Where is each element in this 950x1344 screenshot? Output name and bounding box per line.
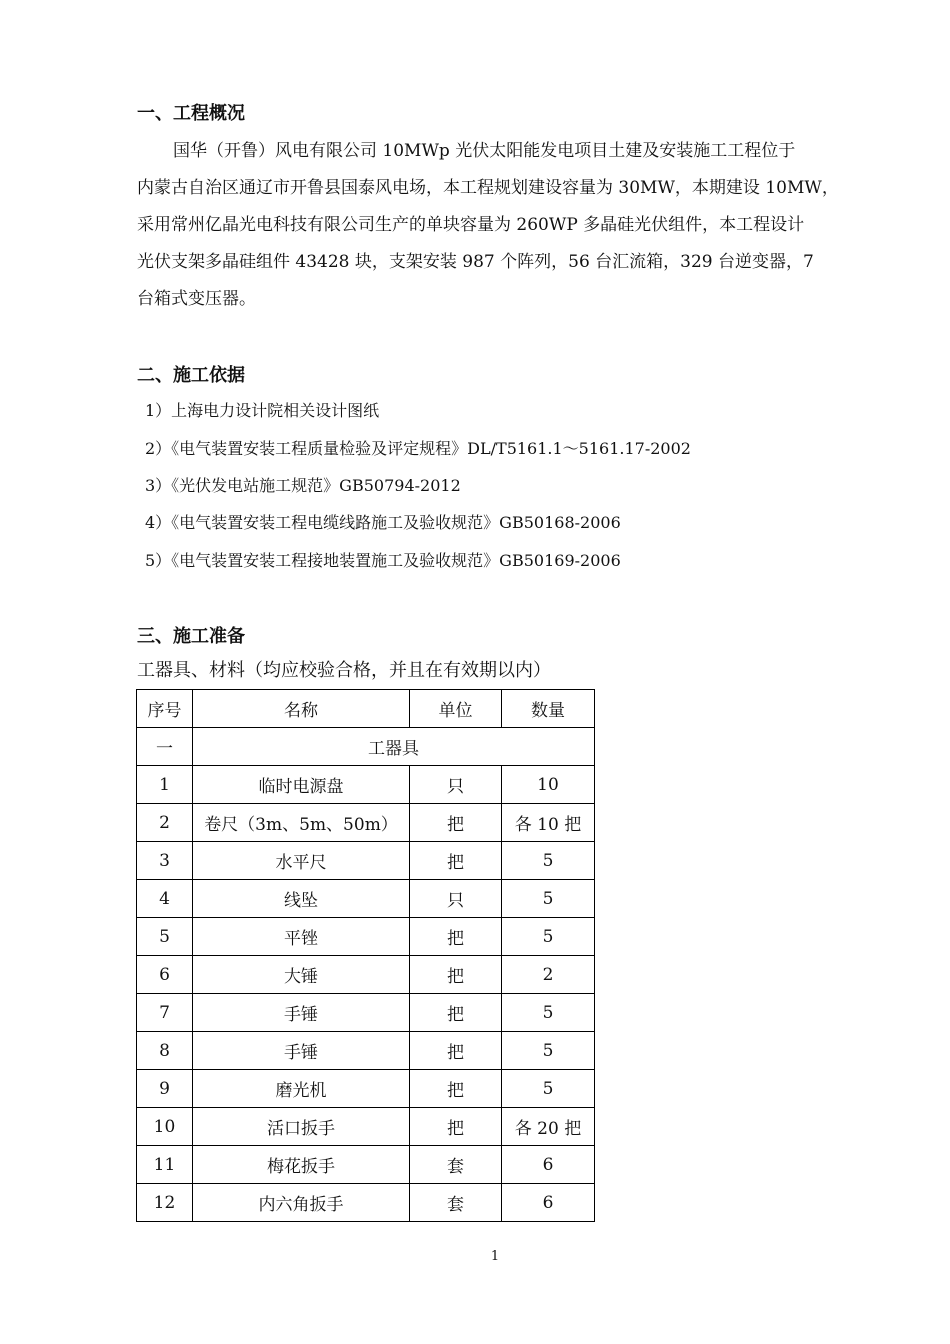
cell-unit: 把 bbox=[410, 956, 502, 994]
basis-item: 4）《电气装置安装工程电缆线路施工及验收规范》GB50168-2006 bbox=[145, 513, 621, 532]
cell-name: 线坠 bbox=[193, 880, 410, 918]
cell-unit: 套 bbox=[410, 1146, 502, 1184]
paragraph-line: 台箱式变压器。 bbox=[137, 289, 256, 309]
cell-quantity: 5 bbox=[502, 918, 595, 956]
cell-quantity: 5 bbox=[502, 842, 595, 880]
cell-name: 水平尺 bbox=[193, 842, 410, 880]
table-row bbox=[137, 1070, 595, 1108]
cell-unit: 把 bbox=[410, 1108, 502, 1146]
table-row bbox=[137, 842, 595, 880]
cell-quantity: 5 bbox=[502, 994, 595, 1032]
paragraph-line: 国华（开鲁）风电有限公司 10MWp 光伏太阳能发电项目土建及安装施工工程位于 bbox=[173, 141, 796, 161]
table-row bbox=[137, 994, 595, 1032]
table-row bbox=[137, 918, 595, 956]
cell-name: 大锤 bbox=[193, 956, 410, 994]
table-row bbox=[137, 1184, 595, 1222]
header-quantity: 数量 bbox=[502, 690, 595, 728]
cell-unit: 把 bbox=[410, 804, 502, 842]
cell-name: 平锉 bbox=[193, 918, 410, 956]
cell-name: 手锤 bbox=[193, 994, 410, 1032]
header-no: 序号 bbox=[137, 690, 193, 728]
cell-no: 7 bbox=[137, 994, 193, 1032]
cell-quantity: 各 10 把 bbox=[502, 804, 595, 842]
table-row bbox=[137, 1032, 595, 1070]
cell-quantity: 各 20 把 bbox=[502, 1108, 595, 1146]
cell-unit: 把 bbox=[410, 918, 502, 956]
section-heading-basis: 二、施工依据 bbox=[137, 365, 245, 386]
group-label: 工器具 bbox=[193, 728, 595, 766]
cell-no: 8 bbox=[137, 1032, 193, 1070]
basis-item: 1）上海电力设计院相关设计图纸 bbox=[145, 401, 380, 420]
paragraph-line: 光伏支架多晶硅组件 43428 块，支架安装 987 个阵列，56 台汇流箱，329 台逆变器，7 bbox=[137, 252, 814, 272]
table-header-row bbox=[137, 690, 595, 728]
table-row bbox=[137, 956, 595, 994]
paragraph-line: 内蒙古自治区通辽市开鲁县国泰风电场，本工程规划建设容量为 30MW，本期建设 10MW， bbox=[137, 178, 839, 198]
cell-quantity: 5 bbox=[502, 1032, 595, 1070]
cell-unit: 把 bbox=[410, 1032, 502, 1070]
cell-name: 磨光机 bbox=[193, 1070, 410, 1108]
table-row bbox=[137, 880, 595, 918]
cell-quantity: 2 bbox=[502, 956, 595, 994]
basis-item: 2）《电气装置安装工程质量检验及评定规程》DL/T5161.1～5161.17-2002 bbox=[145, 439, 691, 458]
cell-unit: 套 bbox=[410, 1184, 502, 1222]
cell-name: 临时电源盘 bbox=[193, 766, 410, 804]
basis-item: 3）《光伏发电站施工规范》GB50794-2012 bbox=[145, 476, 461, 495]
table-caption: 工器具、材料（均应校验合格，并且在有效期以内） bbox=[137, 660, 551, 681]
cell-no: 6 bbox=[137, 956, 193, 994]
cell-name: 卷尺（3m、5m、50m） bbox=[193, 804, 410, 842]
cell-quantity: 5 bbox=[502, 880, 595, 918]
cell-no: 3 bbox=[137, 842, 193, 880]
cell-name: 内六角扳手 bbox=[193, 1184, 410, 1222]
cell-quantity: 5 bbox=[502, 1070, 595, 1108]
cell-name: 梅花扳手 bbox=[193, 1146, 410, 1184]
cell-quantity: 6 bbox=[502, 1146, 595, 1184]
cell-no: 2 bbox=[137, 804, 193, 842]
section-heading-overview: 一、工程概况 bbox=[137, 103, 245, 124]
cell-quantity: 6 bbox=[502, 1184, 595, 1222]
tools-table bbox=[136, 689, 595, 1222]
cell-unit: 只 bbox=[410, 766, 502, 804]
cell-unit: 把 bbox=[410, 842, 502, 880]
cell-no: 10 bbox=[137, 1108, 193, 1146]
table-row bbox=[137, 804, 595, 842]
table-row bbox=[137, 766, 595, 804]
group-no: 一 bbox=[137, 728, 193, 766]
basis-item: 5）《电气装置安装工程接地装置施工及验收规范》GB50169-2006 bbox=[145, 551, 621, 570]
page-number: 1 bbox=[490, 1249, 500, 1264]
table-group-row bbox=[137, 728, 595, 766]
cell-name: 活口扳手 bbox=[193, 1108, 410, 1146]
cell-name: 手锤 bbox=[193, 1032, 410, 1070]
cell-no: 4 bbox=[137, 880, 193, 918]
cell-no: 12 bbox=[137, 1184, 193, 1222]
paragraph-line: 采用常州亿晶光电科技有限公司生产的单块容量为 260WP 多晶硅光伏组件，本工程设计 bbox=[137, 215, 805, 235]
cell-quantity: 10 bbox=[502, 766, 595, 804]
cell-no: 1 bbox=[137, 766, 193, 804]
cell-no: 9 bbox=[137, 1070, 193, 1108]
header-name: 名称 bbox=[193, 690, 410, 728]
cell-no: 11 bbox=[137, 1146, 193, 1184]
table-row bbox=[137, 1146, 595, 1184]
cell-unit: 只 bbox=[410, 880, 502, 918]
header-unit: 单位 bbox=[410, 690, 502, 728]
section-heading-preparation: 三、施工准备 bbox=[137, 626, 245, 647]
table-row bbox=[137, 1108, 595, 1146]
cell-unit: 把 bbox=[410, 1070, 502, 1108]
cell-unit: 把 bbox=[410, 994, 502, 1032]
cell-no: 5 bbox=[137, 918, 193, 956]
